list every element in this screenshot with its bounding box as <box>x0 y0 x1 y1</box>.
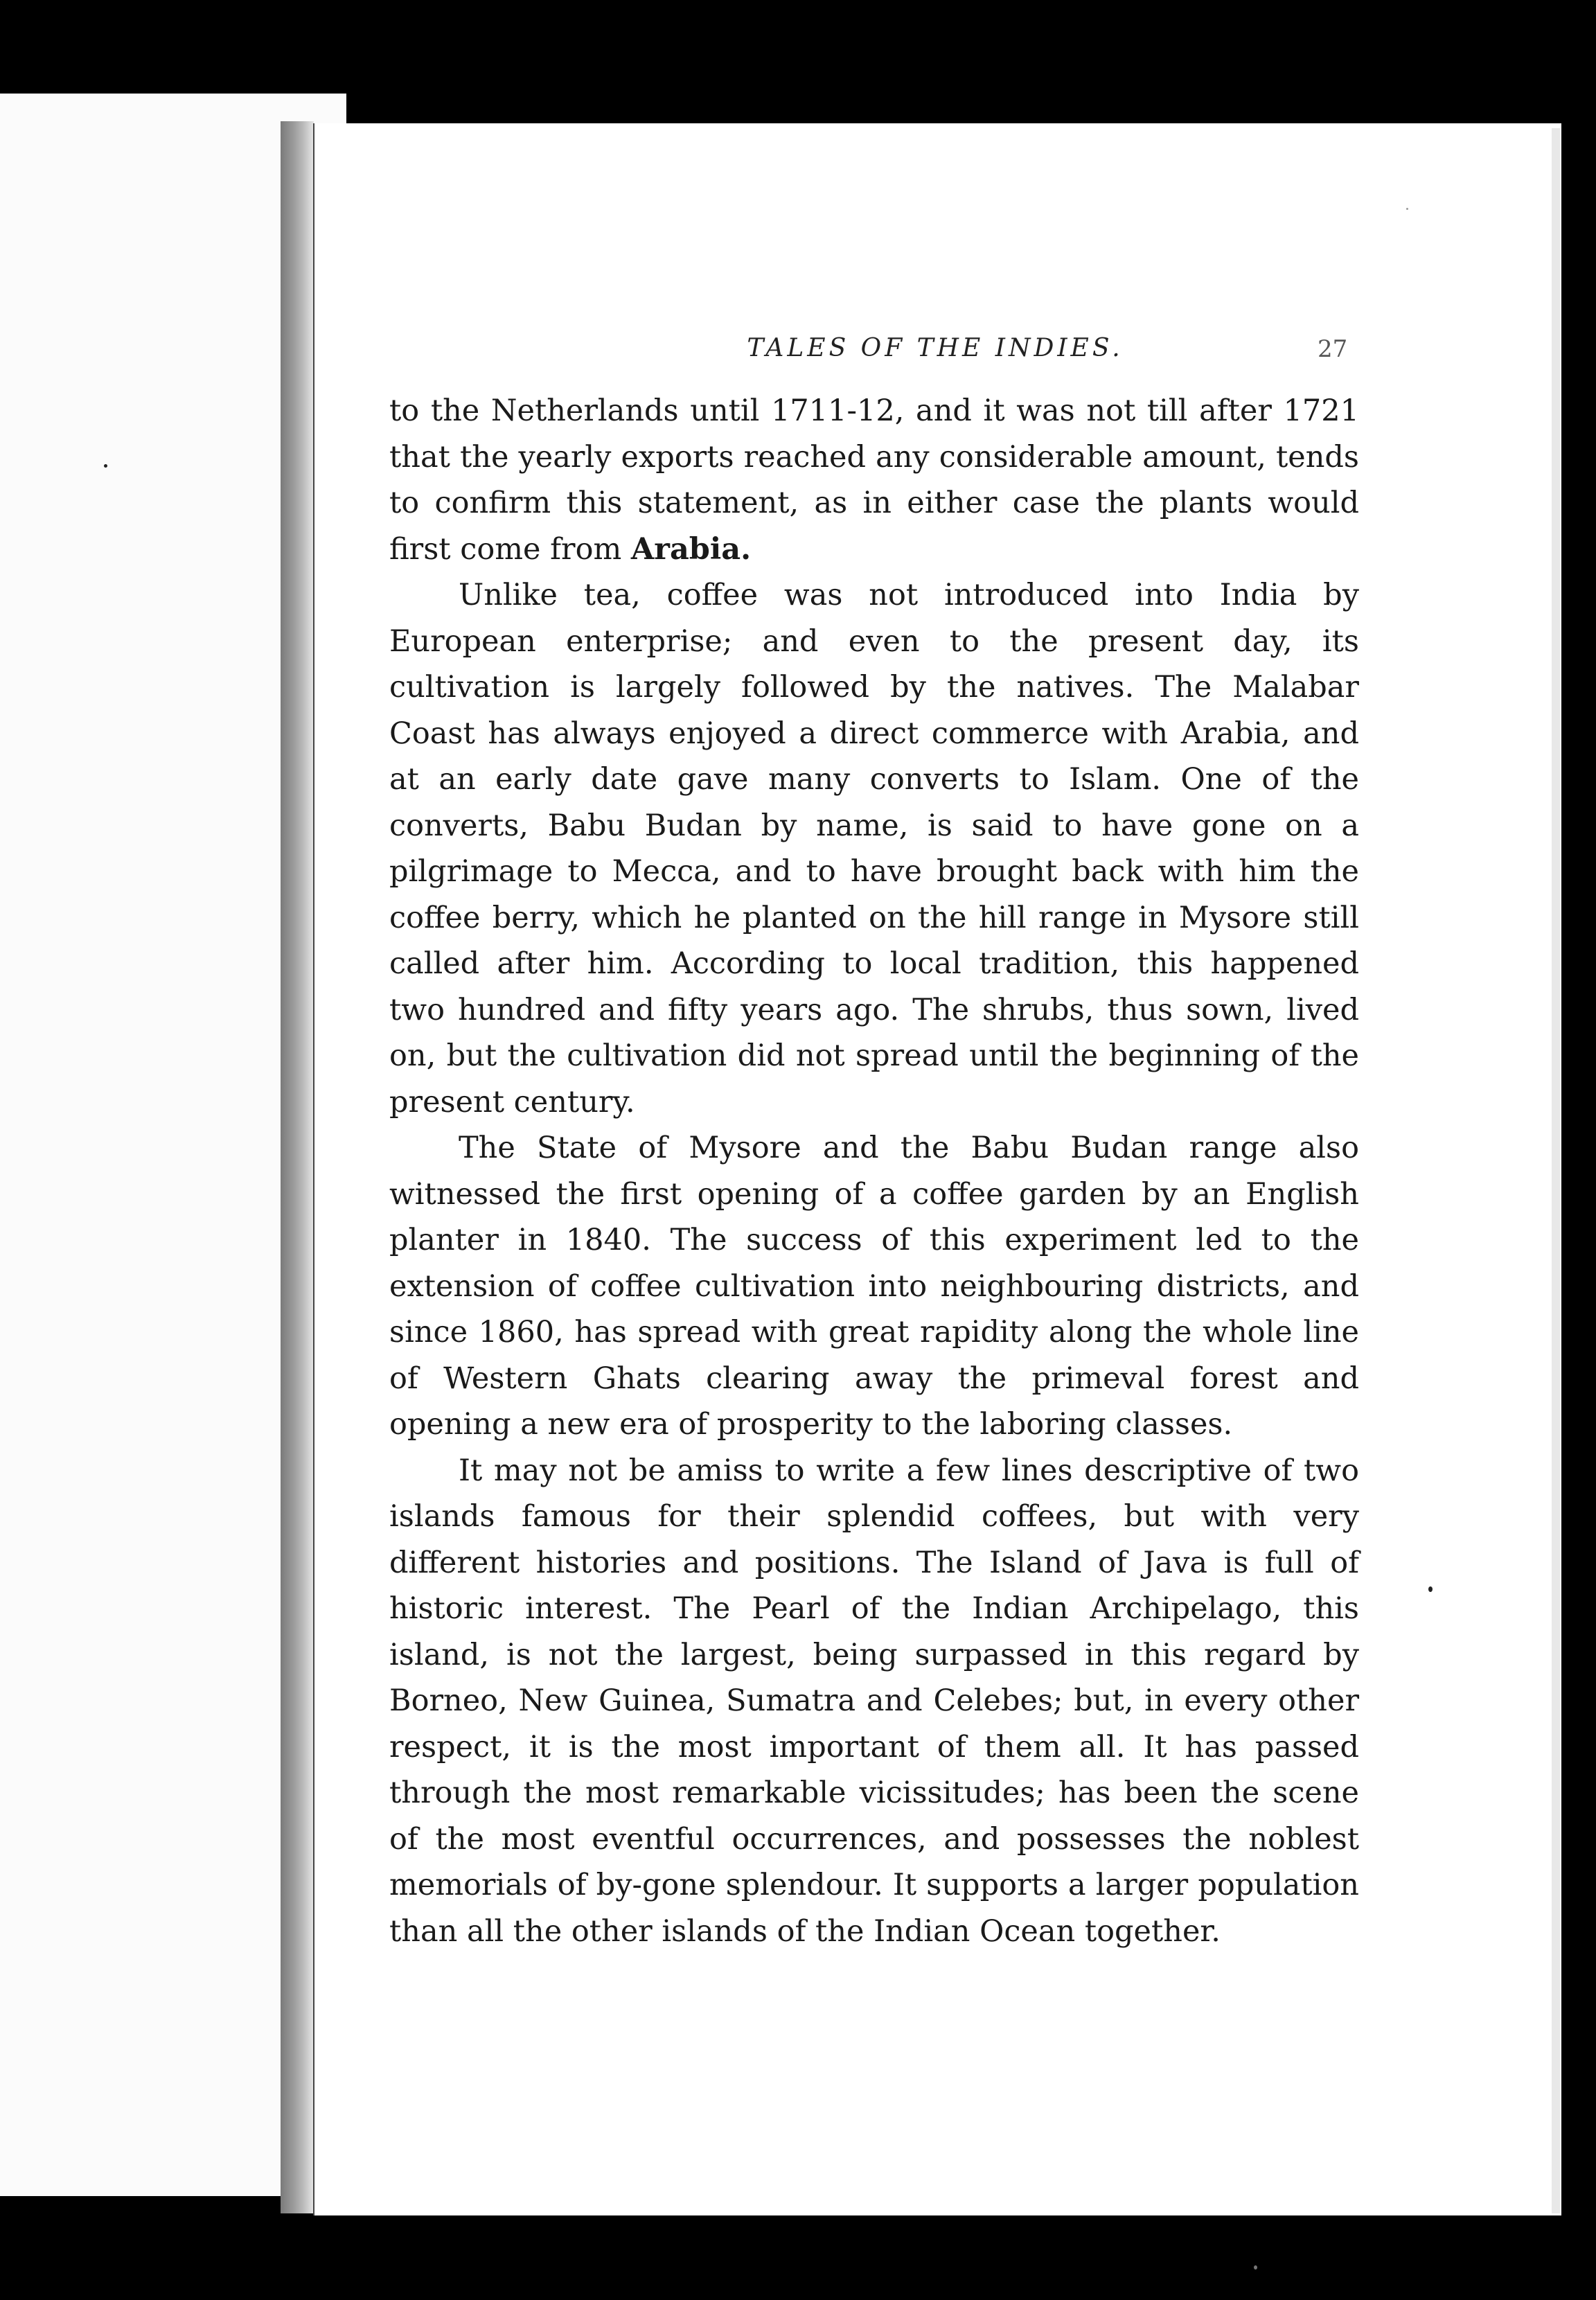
paragraph <box>389 388 1359 572</box>
page-body <box>389 388 1359 1954</box>
running-head: TALES OF THE INDIES. <box>747 334 1124 362</box>
paragraph <box>389 1448 1359 1955</box>
paragraph <box>389 572 1359 1125</box>
dust-speck <box>104 464 107 468</box>
dust-speck <box>1428 1586 1433 1592</box>
paragraph-text: The State of Mysore and the Babu Budan range also witnessed the first opening of a coffee garden by an English planter in 1840. The success of this experiment led to the extension of coffee cultivation into neighbouring districts, and since 1860, has spread with great rapidity along the whole line of Western Ghats clearing away the primeval forest and opening a new era of prosperity to the laboring classes. <box>389 1131 1359 1442</box>
book-gutter <box>281 121 314 2213</box>
paragraph <box>389 1125 1359 1448</box>
emphasized-word: Arabia. <box>630 531 752 567</box>
page-number: 27 <box>1318 335 1348 363</box>
paragraph-text: to the Netherlands until 1711-12, and it was not till after 1721 that the yearly exports reached any considerable amount, tends to confirm this statement, as in either case the plants would first come from <box>389 393 1359 567</box>
dust-speck <box>1254 2265 1257 2270</box>
page-edge <box>1552 128 1560 2213</box>
paragraph-text: It may not be amiss to write a few lines descriptive of two islands famous for their splendid coffees, but with very different histories and positions. The Island of Java is full of historic interest. The Pearl of the Indian Archipelago, this island, is not the largest, being surpassed in this regard by Borneo, New Guinea, Sumatra and Celebes; but, in every other respect, it is the most important of them all. It has passed through the most remarkable vicissitudes; has been the scene of the most eventful occurrences, and possesses the noblest memorials of by-gone splendour. It supports a larger population than all the other islands of the Indian Ocean together. <box>389 1453 1359 1949</box>
dust-speck <box>1406 208 1408 210</box>
paragraph-text: Unlike tea, coffee was not introduced into India by European enterprise; and even to the present day, its cultivation is largely followed by the natives. The Malabar Coast has always enjoyed a direct commerce with Arabia, and at an early date gave many converts to Islam. One of the converts, Babu Budan by name, is said to have gone on a pilgrimage to Mecca, and to have brought back with him the coffee berry, which he planted on the hill range in Mysore still called after him. According to local tradition, this happened two hundred and fifty years ago. The shrubs, thus sown, lived on, but the cultivation did not spread until the beginning of the present century. <box>389 578 1359 1120</box>
